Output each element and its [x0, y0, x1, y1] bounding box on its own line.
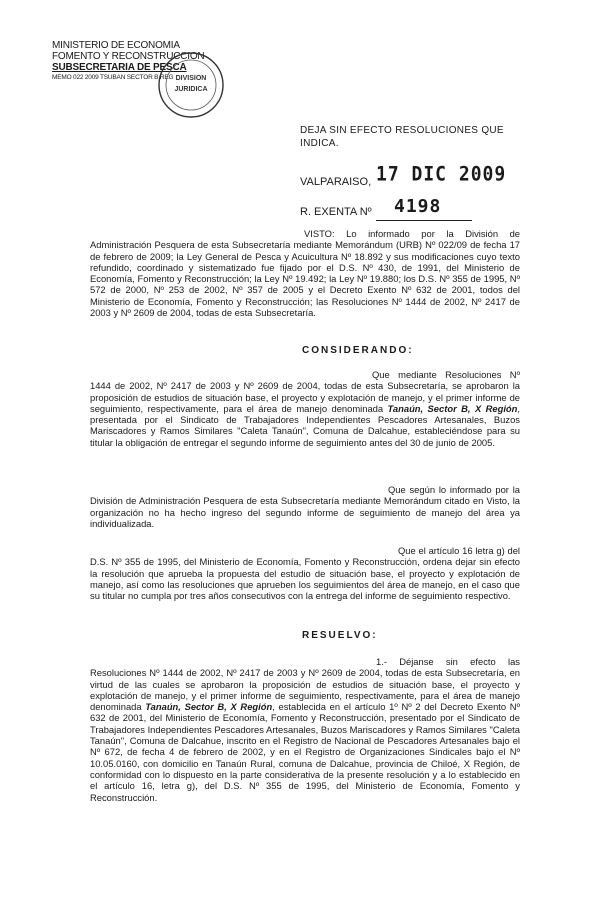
exenta-label: R. EXENTA Nº — [300, 206, 372, 218]
memo-reference: MEMO 022 2009 TSUBAN SECTOR B REG — [52, 74, 174, 81]
visto-paragraph: VISTO: Lo informado por la División de Administración Pesquera de esta Subsecretaría mediante Memorándum (URB) Nº 022/09 de fecha 17 de febrero de 2009; la Ley General de Pesca y Acuicultura Nº 18.892 y sus modificaciones cuyo texto refundido, coordinado y sistematizado fue fijado por el D.S. Nº 430, de 1991, del Ministerio de Economía, Fomento y Reconstrucción; la Ley Nº 19.492; la Ley Nº 19.880; los D.S. Nº 355 de 1995, Nº 572 de 2000, Nº 253 de 2002, Nº 357 de 2005 y el Decreto Exento Nº 632 de 2001, todos del Ministerio de Economía, Fomento y Reconstrucción; las Resoluciones Nº 1444 de 2002, Nº 2417 de 2003 y Nº 2609 de 2004, todas de esta Subsecretaría. — [90, 228, 520, 319]
considerando-paragraph-2: Que según lo informado por la División de Administración Pesquera de esta Subsecretaría mediante Memorándum citado en Visto, la organización no ha hecho ingreso del segundo informe de seguimiento de manejo del área ya individualizada. — [90, 484, 520, 529]
document-subject: DEJA SIN EFECTO RESOLUCIONES QUE INDICA. — [300, 125, 504, 149]
considerando-paragraph-3: Que el artículo 16 letra g) del D.S. Nº 355 de 1995, del Ministerio de Economía, Fomento y Reconstrucción, ordena dejar sin efecto la resolución que aprueba la propuesta del estudio de situación base, el proyecto y explotación de manejo, así como las resoluciones que aprueben los seguimientos del área de manejo, en el caso que su titular no cumpla por tres años consecutivos con la entrega del informe de seguimiento respectivo. — [90, 545, 520, 602]
considerando-paragraph-1: Que mediante Resoluciones Nº 1444 de 2002, Nº 2417 de 2003 y Nº 2609 de 2004, todas de esta Subsecretaría, se aprobaron la proposición de estudios de situación base, el proyecto y explotación de manejo, y el primer informe de seguimiento, respectivamente, para el área de manejo denominada Tanaún, Sector B, X Región, presentada por el Sindicato de Trabajadores Independientes Pescadores Artesanales, Buzos Mariscadores y Ramos Similares "Caleta Tanaún", Comuna de Dalcahue, estableciéndose para su titular la obligación de entregar el segundo informe de seguimiento antes del 30 de junio de 2005. — [90, 369, 520, 448]
legal-division-seal-icon — [156, 50, 226, 120]
subsecretaria-name: SUBSECRETARIA DE PESCA — [52, 62, 187, 73]
ministry-name-line2: FOMENTO Y RECONSTRUCCION — [52, 51, 205, 62]
considerando-heading: CONSIDERANDO: — [302, 345, 414, 356]
seal-text-top: DIVISION — [175, 75, 207, 82]
ministry-name: MINISTERIO DE ECONOMIA — [52, 40, 180, 51]
resuelvo-heading: RESUELVO: — [302, 630, 378, 641]
seal-text-middle: JURIDICA — [174, 86, 208, 93]
exenta-underline — [376, 220, 472, 221]
place-label: VALPARAISO, — [300, 176, 372, 188]
date-stamp: 17 DIC 2009 — [376, 162, 507, 187]
resuelvo-paragraph-1: 1.- Déjanse sin efecto las Resoluciones Nº 1444 de 2002, Nº 2417 de 2003 y Nº 2609 de 2004, todas de esta Subsecretaría, en virtud de las cuales se aprobaron la proposición de estudios de situación base, el proyecto y explotación de manejo, y el primer informe de seguimiento, respectivamente, para el área de manejo denominada Tanaún, Sector B, X Región, establecida en el artículo 1º Nº 2 del Decreto Exento Nº 632 de 2001, del Ministerio de Economía, Fomento y Reconstrucción, presentado por el Sindicato de Trabajadores Independientes Pescadores Artesanales, Buzos Mariscadores y Ramos Similares "Caleta Tanaún", Comuna de Dalcahue, inscrito en el Registro de Nacional de Pescadores Artesanales bajo el Nº 672, de fecha 4 de febrero de 2002, y en el Registro de Organizaciones Sindicales bajo el Nº 10.05.0160, con domicilio en Tanaún Rural, comuna de Dalcahue, provincia de Chiloé, X Región, de conformidad con lo dispuesto en la parte considerativa de la presente resolución y a lo establecido en el artículo 16, letra g), del D.S. Nº 355 de 1995, del Ministerio de Economía, Fomento y Reconstrucción. — [90, 656, 520, 803]
exenta-number: 4198 — [394, 196, 442, 217]
